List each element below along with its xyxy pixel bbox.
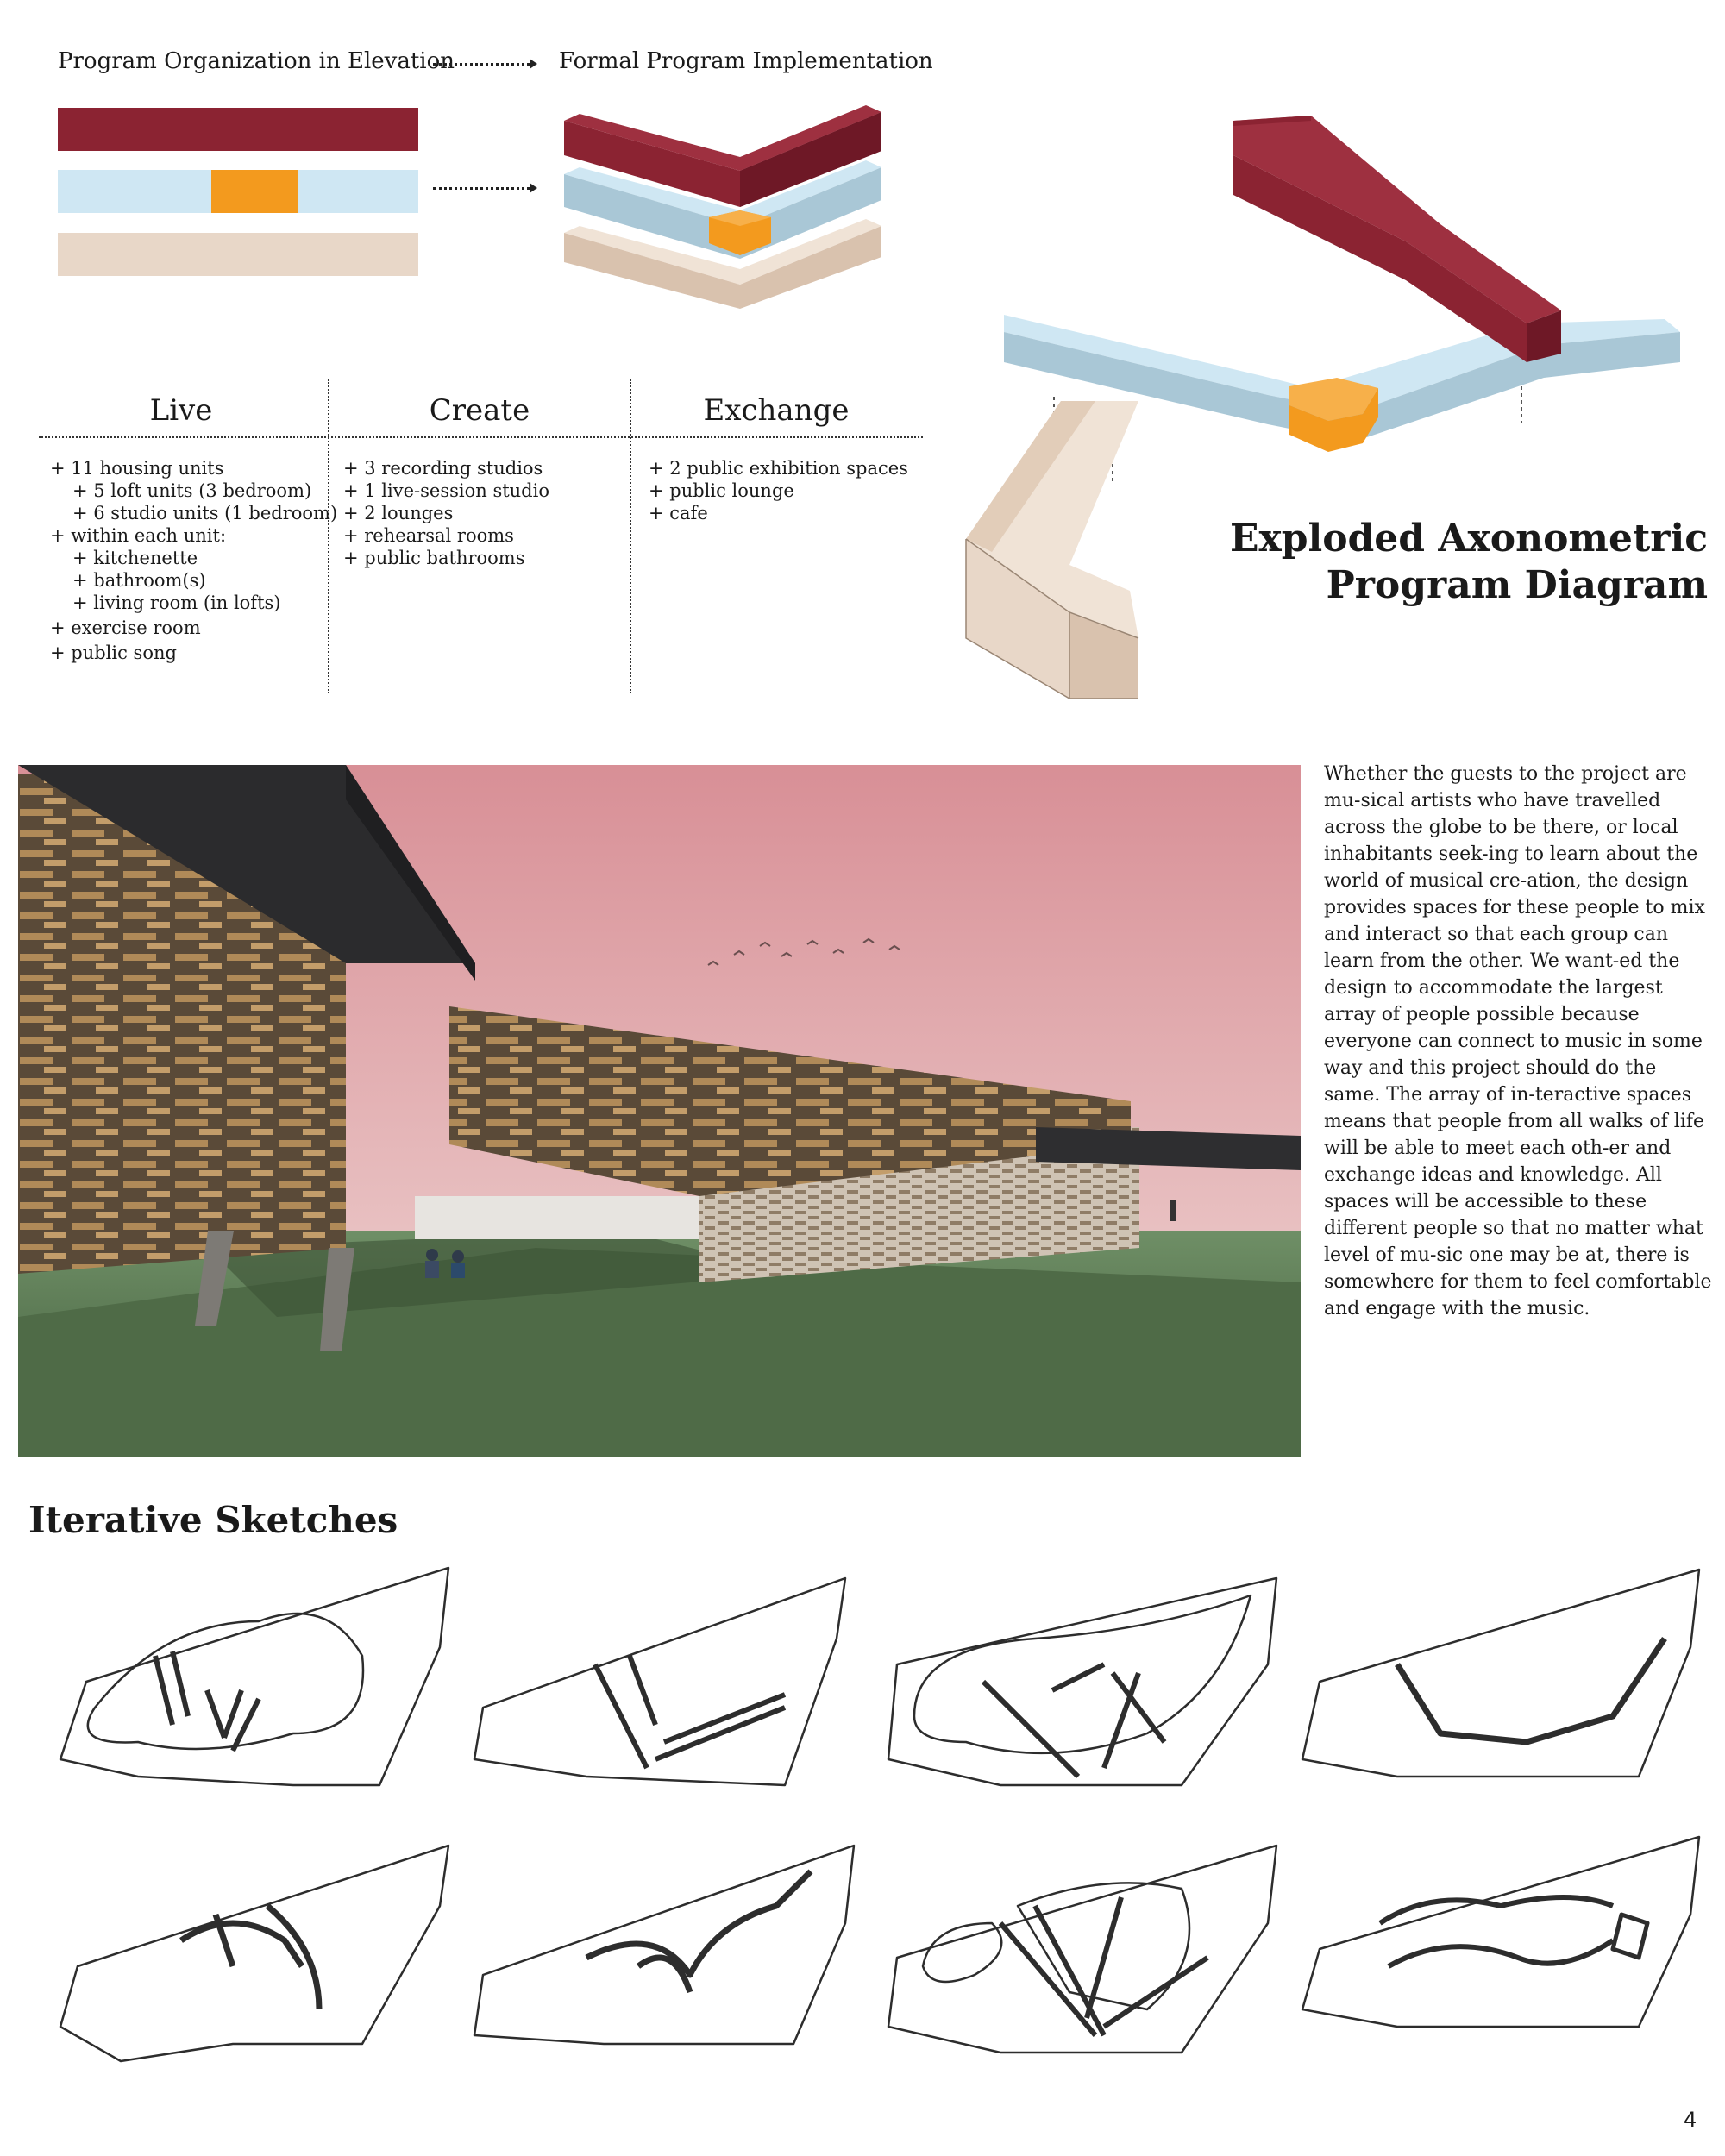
column-title-exchange: Exchange — [703, 393, 850, 428]
list-item: + bathroom(s) — [72, 570, 206, 591]
sketch-8 — [1302, 1837, 1699, 2027]
list-item: + living room (in lofts) — [72, 592, 281, 613]
list-item: + kitchenette — [72, 548, 198, 568]
sketch-3 — [888, 1578, 1276, 1785]
column-title-live: Live — [149, 393, 213, 428]
sketch-1 — [60, 1568, 448, 1785]
create-band — [58, 170, 418, 213]
sketch-4 — [1302, 1570, 1699, 1777]
site-rendering-image — [18, 765, 1301, 1457]
column-divider-2 — [630, 379, 631, 693]
live-list — [50, 457, 337, 664]
sketches-grid — [34, 1561, 1716, 2070]
list-item: + 2 lounges — [343, 503, 454, 523]
axonometric-diagram — [957, 103, 1690, 724]
list-item: + public bathrooms — [343, 548, 525, 568]
sketch-2 — [474, 1578, 845, 1785]
sketch-6 — [474, 1846, 854, 2044]
axon-title-line1: Exploded Axonometric — [1229, 517, 1708, 561]
list-item: + 5 loft units (3 bedroom) — [72, 480, 312, 501]
axon-title — [1208, 516, 1708, 609]
list-item: + public song — [50, 642, 177, 663]
list-item: + within each unit: — [50, 525, 227, 546]
exchange-band — [58, 233, 418, 276]
list-item: + exercise room — [50, 617, 201, 638]
implementation-label: Formal Program Implementation — [559, 48, 933, 74]
elevation-label: Program Organization in Elevation — [58, 48, 455, 74]
table-divider — [39, 436, 923, 438]
exchange-list — [649, 457, 908, 524]
sketch-7 — [888, 1846, 1276, 2053]
live-band — [58, 108, 418, 151]
list-item: + 3 recording studios — [343, 458, 543, 479]
core-block — [211, 170, 298, 213]
list-item: + 1 live-session studio — [343, 480, 549, 501]
page-number: 4 — [1684, 2108, 1697, 2132]
axon-title-line2: Program Diagram — [1326, 563, 1708, 607]
list-item: + rehearsal rooms — [343, 525, 514, 546]
list-item: + 11 housing units — [50, 458, 224, 479]
column-title-create: Create — [429, 393, 530, 428]
list-item: + 6 studio units (1 bedroom) — [72, 503, 338, 523]
sketch-5 — [60, 1846, 448, 2061]
list-item: + 2 public exhibition spaces — [649, 458, 908, 479]
create-list — [343, 457, 549, 569]
list-item: + public lounge — [649, 480, 794, 501]
sketches-title: Iterative Sketches — [28, 1499, 398, 1541]
chevron-diagram — [552, 103, 897, 319]
project-description: Whether the guests to the project are mu-sical artists who have travelled across the globe to be there, or local inhabitants seek-ing to learn about the world of musical cre-ation, the design provides spaces for these people to mix and interact so that each group can learn from the other. We want-ed the design to accommodate the largest array of people possible because everyone can connect to music in some way and this project should do the same. The array of in-teractive spaces means that people from all walks of life will be able to meet each oth-er and exchange ideas and knowledge. All spaces will be accessible to these different people so that no matter what level of mu-sic one may be at, there is somewhere for them to feel comfortable and engage with the music. — [1324, 763, 1712, 1319]
list-item: + cafe — [649, 503, 708, 523]
